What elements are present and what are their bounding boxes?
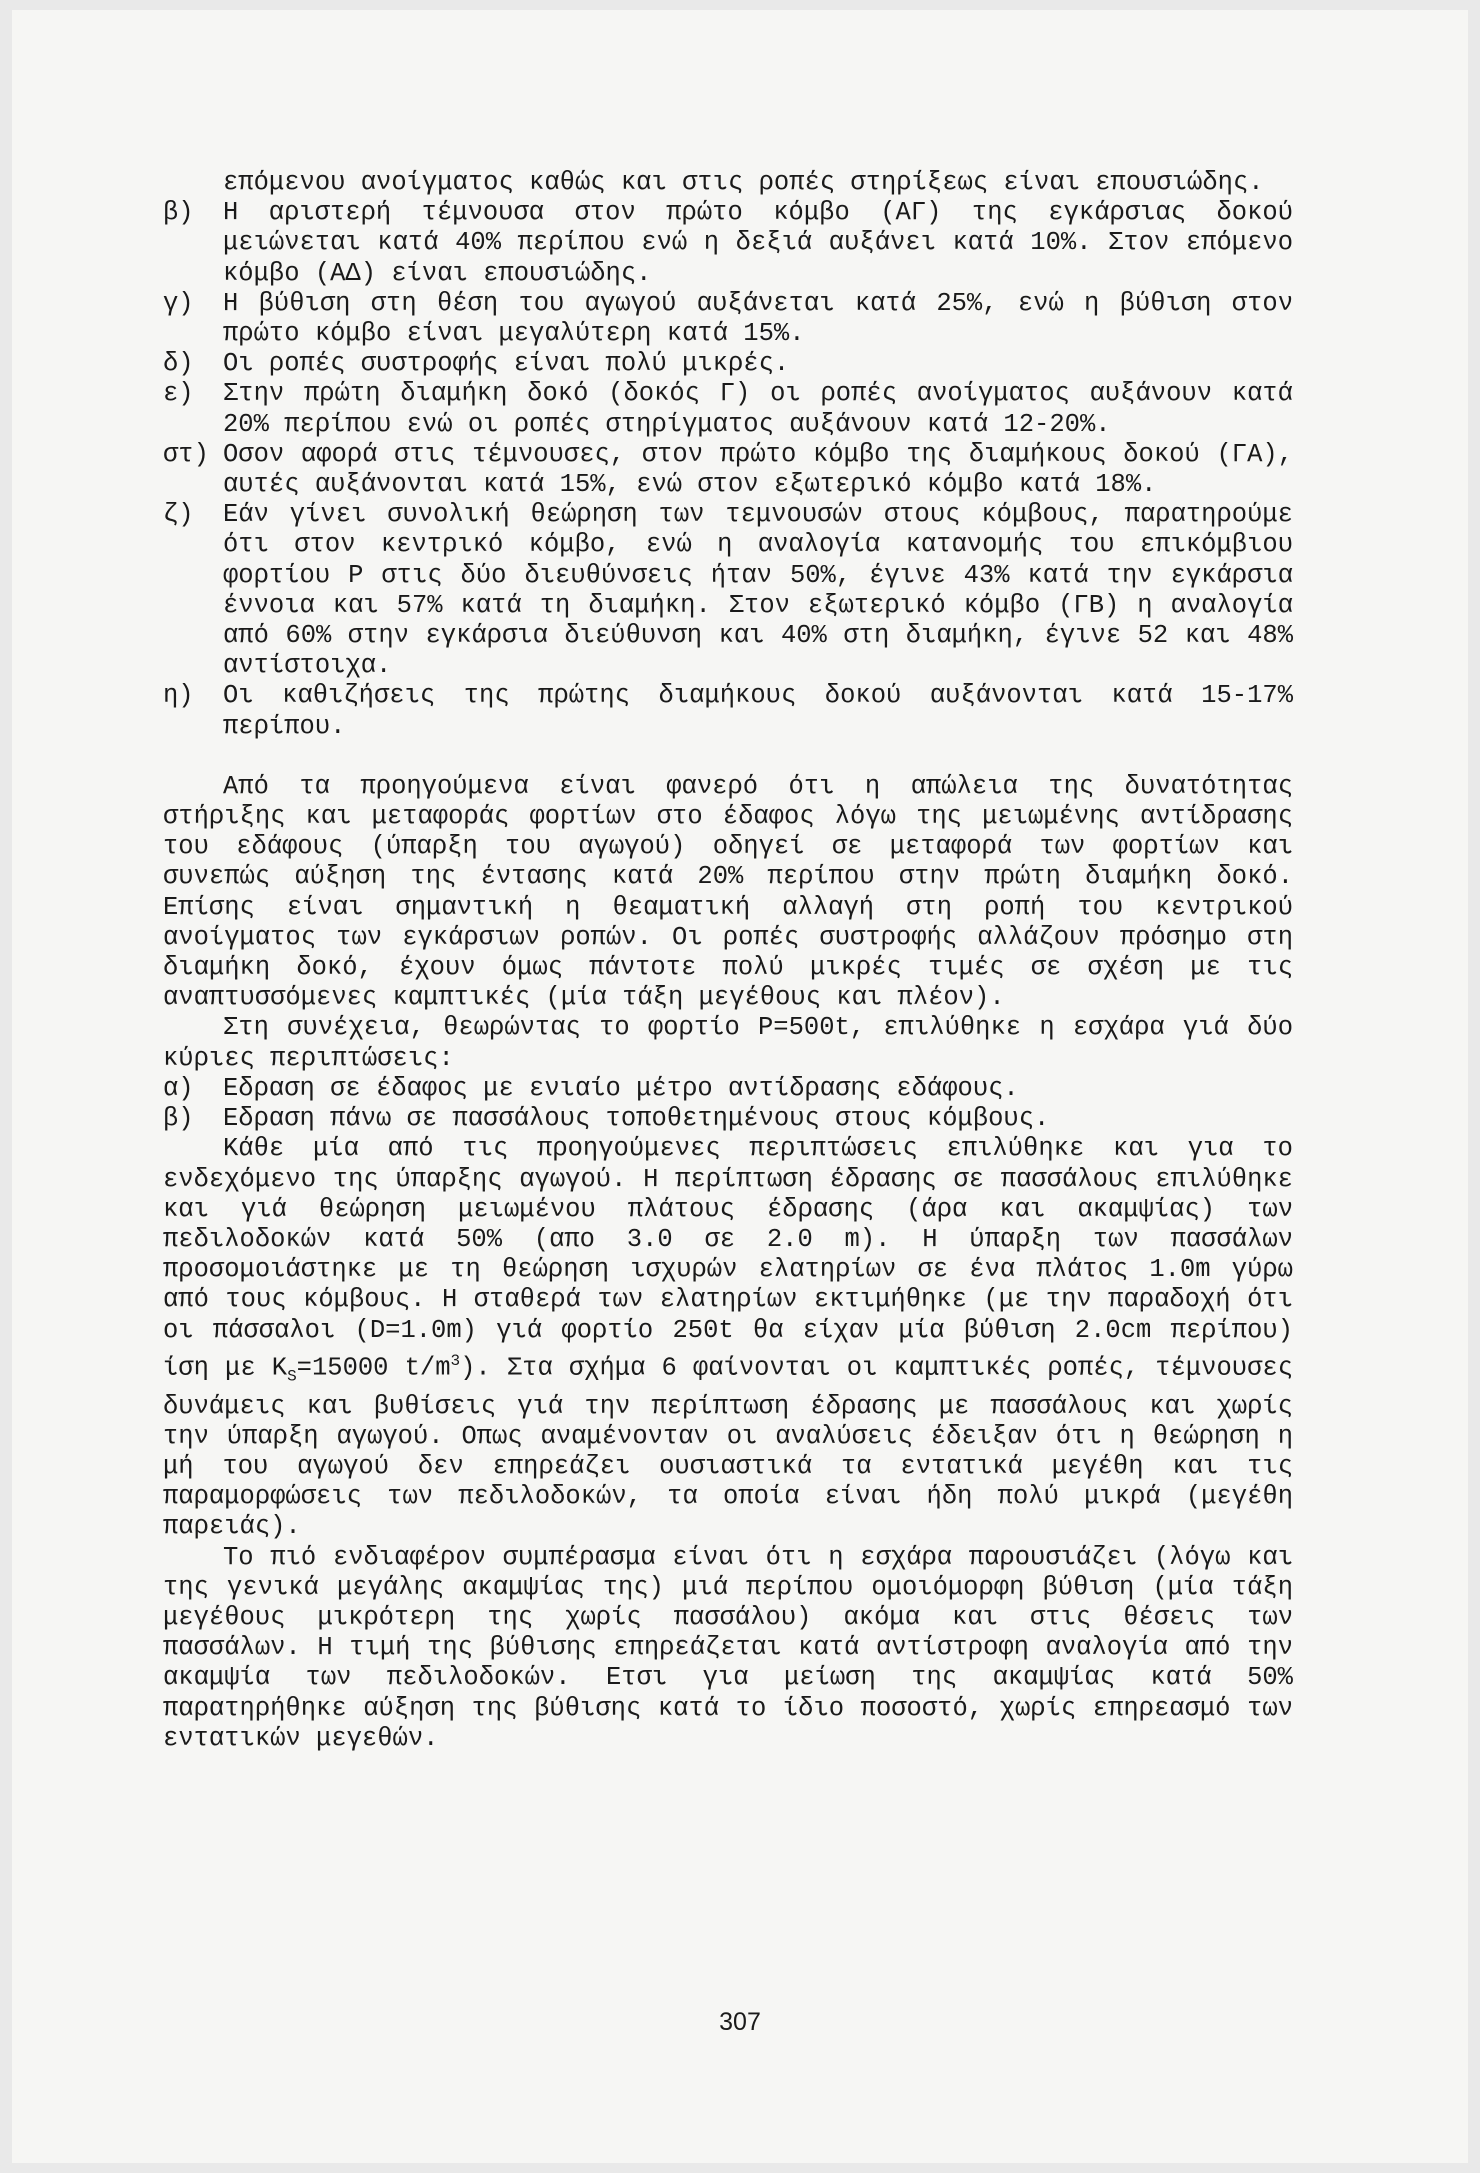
list-text: Οι ροπές συστροφής είναι πολύ μικρές. (223, 349, 790, 379)
list-item (163, 289, 1293, 349)
paragraph-piles: Κάθε μία από τις προηγούμενες περιπτώσεις επιλύθηκε και για το ενδεχόμενο της ύπαρξης αγωγού. Η περίπτωση έδρασης σε πασσάλους επιλύθηκε και γιά θεώρηση μειωμένου πλάτους έδρασης (άρα και ακαμψίας) των πεδιλοδοκών κατά 50% (απο 3.0 σε 2.0 m). Η ύπαρξη των πασσάλων προσομοιάστηκε με τη θεώρηση ισχυρών ελατηρίων σε ένα πλάτος 1.0m γύρω από τους κόμβους. Η σταθερά των ελατηρίων εκτιμήθηκε (με την παραδοχή ότι οι πάσσαλοι (D=1.0m) γιά φορτίο 250t θα είχαν μία βύθιση 2.0cm περίπου) ίση με $K_S=15000$ $t/m^3$). Στα σχήμα 6 φαίνονται οι καμπτικές ροπές, τέμνουσες δυνάμεις και βυθίσεις γιά την περίπτωση έδρασης με πασσάλους και χωρίς την ύπαρξη αγωγού. Οπως αναμένονταν οι αναλύσεις έδειξαν ότι η θεώρηση η μή του αγωγού δεν επηρεάζει ουσιαστικά τα εντατικά μεγέθη και τις παραμορφώσεις των πεδιλοδοκών, τα οποία είναι ήδη πολύ μικρά (μεγέθη παρειάς). (163, 1134, 1293, 1542)
list-label: γ) (163, 288, 194, 318)
list-item (163, 500, 1293, 681)
list-text: Η αριστερή τέμνουσα στον πρώτο κόμβο (ΑΓ) της εγκάρσιας δοκού μειώνεται κατά 40% περίπου ενώ η δεξιά αυξάνει κατά 10%. Στον επόμενο κόμβο (ΑΔ) είναι επουσιώδης. (223, 198, 1293, 288)
document-body (163, 168, 1293, 1754)
list-item (163, 440, 1293, 500)
list-item (163, 379, 1293, 439)
list-text: Οι καθιζήσεις της πρώτης διαμήκους δοκού αυξάνονται κατά 15-17% περίπου. (223, 681, 1293, 741)
list-label: δ) (163, 349, 194, 379)
list-text: Εάν γίνει συνολική θεώρηση των τεμνουσών στους κόμβους, παρατηρούμε ότι στον κεντρικό κόμβο, ενώ η αναλογία κατανομής του επικόμβιου φορτίου P στις δύο διευθύνσεις ήταν 50%, έγινε 43% κατά την εγκάρσια έννοια και 57% κατά τη διαμήκη. Στον εξωτερικό κόμβο (ΓΒ) η αναλογία από 60% στην εγκάρσια διεύθυνση και 40% στη διαμήκη, έγινε 52 και 48% αντίστοιχα. (223, 500, 1293, 681)
list-item (163, 198, 1293, 289)
list-item (163, 681, 1293, 741)
list-text: Οσον αφορά στις τέμνουσες, στον πρώτο κόμβο της διαμήκους δοκού (ΓΑ), αυτές αυξάνονται κατά 15%, ενώ στον εξωτερικό κόμβο κατά 18%. (223, 439, 1293, 500)
list-label: ζ) (163, 500, 194, 530)
case-text: Εδραση σε έδαφος με ενιαίο μέτρο αντίδρασης εδάφους. (223, 1073, 1019, 1103)
list-label: β) (163, 198, 194, 228)
page-number: 307 (719, 2008, 761, 2036)
list-label: ε) (163, 379, 194, 409)
case-text: Εδραση πάνω σε πασσάλους τοποθετημένους στους κόμβους. (223, 1104, 1050, 1134)
paragraph-cases-intro: Στη συνέχεια, θεωρώντας το φορτίο P=500t, επιλύθηκε η εσχάρα γιά δύο κύριες περιπτώσεις: (163, 1013, 1293, 1073)
list-label: στ) (163, 439, 209, 469)
continuation-text: επόμενου ανοίγματος καθώς και στις ροπές στηρίξεως είναι επουσιώδης. (223, 168, 1264, 197)
list-text: Η βύθιση στη θέση του αγωγού αυξάνεται κατά 25%, ενώ η βύθιση στον πρώτο κόμβο είναι μεγαλύτερη κατά 15%. (223, 288, 1293, 349)
case-label: α) (163, 1073, 194, 1103)
paragraph-final-conclusion: Το πιό ενδιαφέρον συμπέρασμα είναι ότι η εσχάρα παρουσιάζει (λόγω και της γενικά μεγάλης ακαμψίας της) μιά περίπου ομοιόμορφη βύθιση (μία τάξη μεγέθους μικρότερη της χωρίς πασσάλου) ακόμα και στις θέσεις των πασσάλων. Η τιμή της βύθισης επηρεάζεται κατά αντίστροφη αναλογία από την ακαμψία των πεδιλοδοκών. Ετσι για μείωση της ακαμψίας κατά 50% παρατηρήθηκε αύξηση της βύθισης κατά το ίδιο ποσοστό, χωρίς επηρεασμό των εντατικών μεγεθών. (163, 1542, 1293, 1753)
list-text: Στην πρώτη διαμήκη δοκό (δοκός Γ) οι ροπές ανοίγματος αυξάνουν κατά 20% περίπου ενώ οι ροπές στηρίγματος αυξάνουν κατά 12-20%. (223, 379, 1293, 439)
list-label: η) (163, 681, 194, 711)
case-item (163, 1074, 1293, 1104)
case-item (163, 1104, 1293, 1134)
case-label: β) (163, 1104, 194, 1134)
paragraph-conclusions: Από τα προηγούμενα είναι φανερό ότι η απώλεια της δυνατότητας στήριξης και μεταφοράς φορτίων στο έδαφος λόγω της μειωμένης αντίδρασης του εδάφους (ύπαρξη του αγωγού) οδηγεί σε μεταφορά των φορτίων και συνεπώς αύξηση της έντασης κατά 20% περίπου στην πρώτη διαμήκη δοκό. Επίσης είναι σημαντική η θεαματική αλλαγή στη ροπή του κεντρικού ανοίγματος των εγκάρσιων ροπών. Οι ροπές συστροφής αλλάζουν πρόσημο στη διαμήκη δοκό, έχουν όμως πάντοτε πολύ μικρές τιμές σε σχέση με τις αναπτυσσόμενες καμπτικές (μία τάξη μεγέθους και πλέον). (163, 771, 1293, 1013)
list-item (163, 349, 1293, 379)
